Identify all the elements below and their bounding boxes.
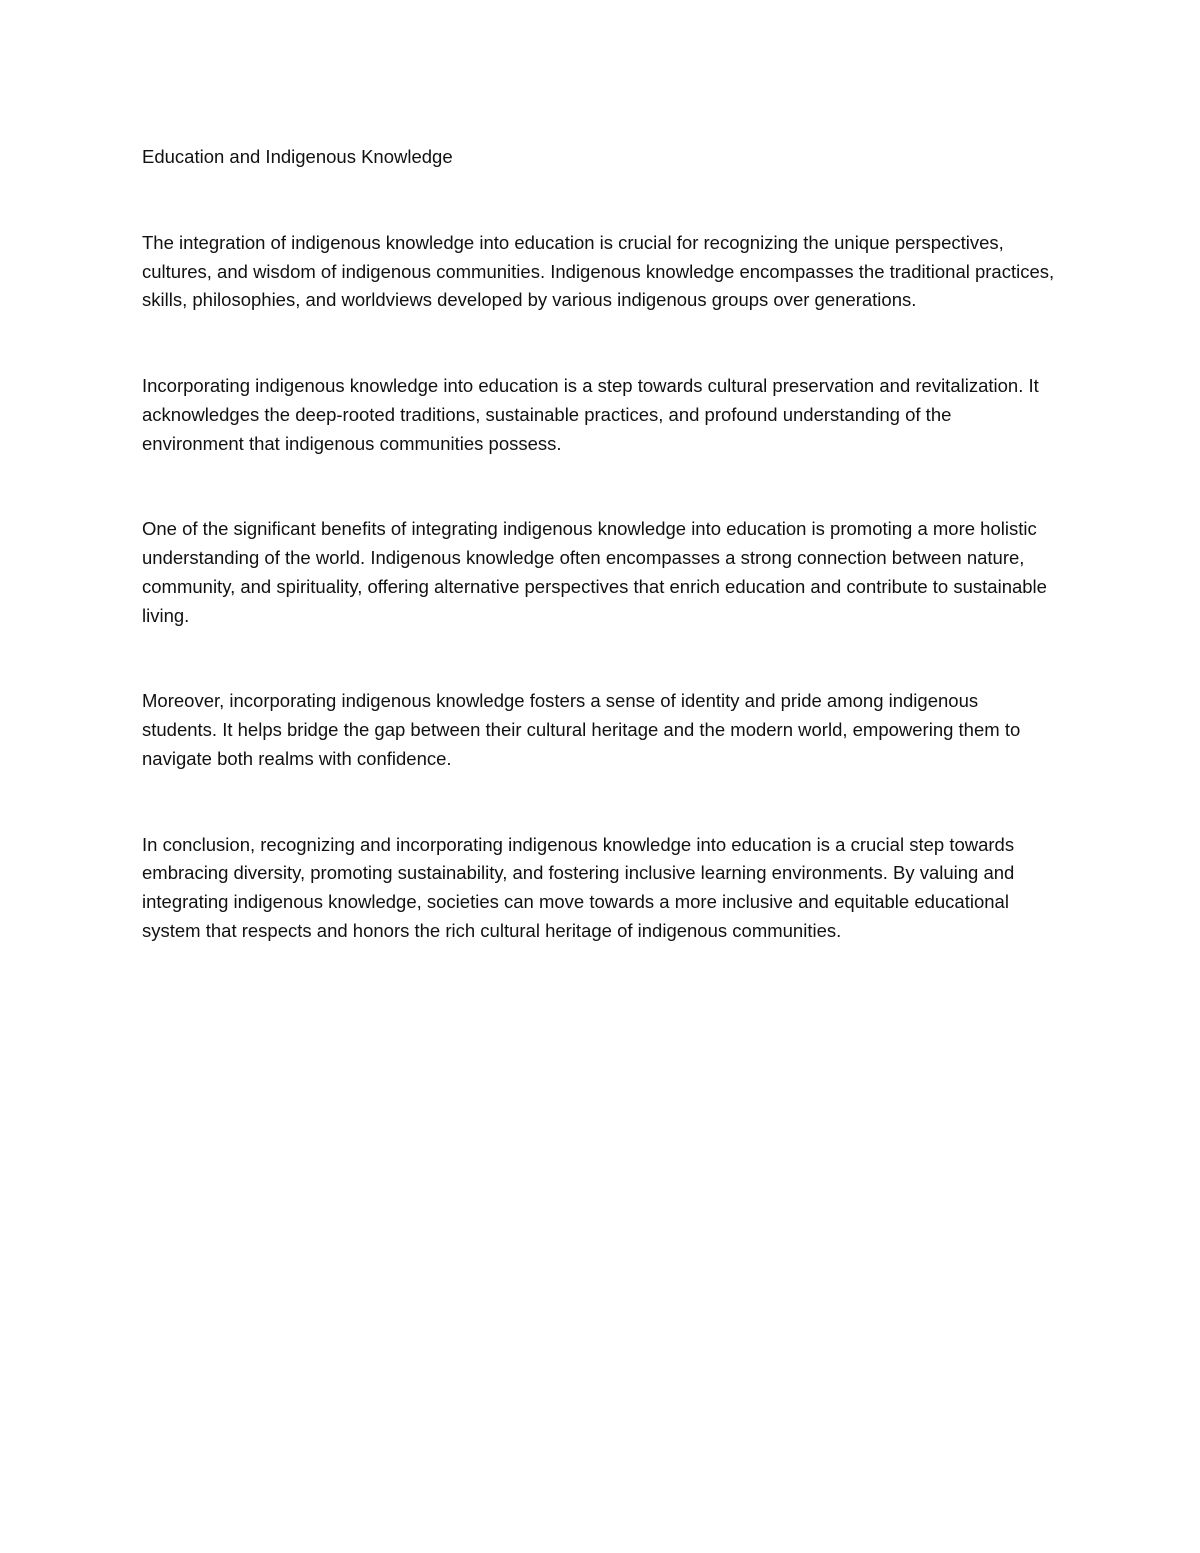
paragraph-holistic-benefits: One of the significant benefits of integrating indigenous knowledge into education is promoting a more holistic understanding of the world. Indigenous knowledge often encompasses a strong connection between nature, community, and spirituality, offering alternative perspectives that enrich education and contribute to sustainable living. [142,518,1047,626]
paragraph-introduction: The integration of indigenous knowledge into education is crucial for recognizing the unique perspectives, cultures, and wisdom of indigenous communities. Indigenous knowledge encompasses the traditional practices, skills, philosophies, and worldviews developed by various indigenous groups over generations. [142,231,1055,311]
document-title: Education and Indigenous Knowledge [142,146,453,167]
document-body [142,143,1058,1003]
paragraph-cultural-preservation: Incorporating indigenous knowledge into education is a step towards cultural preservation and revitalization. It acknowledges the deep-rooted traditions, sustainable practices, and profound understanding of the environment that indigenous communities possess. [142,375,1039,454]
paragraph-conclusion: In conclusion, recognizing and incorporating indigenous knowledge into education is a crucial step towards embracing diversity, promoting sustainability, and fostering inclusive learning environments. By valuing and integrating indigenous knowledge, societies can move towards a more inclusive and equitable educational system that respects and honors the rich cultural heritage of indigenous communities. [142,833,1015,941]
paragraph-identity-pride: Moreover, incorporating indigenous knowledge fosters a sense of identity and pride among indigenous students. It helps bridge the gap between their cultural heritage and the modern world, empowering them to navigate both realms with confidence. [142,690,1021,769]
